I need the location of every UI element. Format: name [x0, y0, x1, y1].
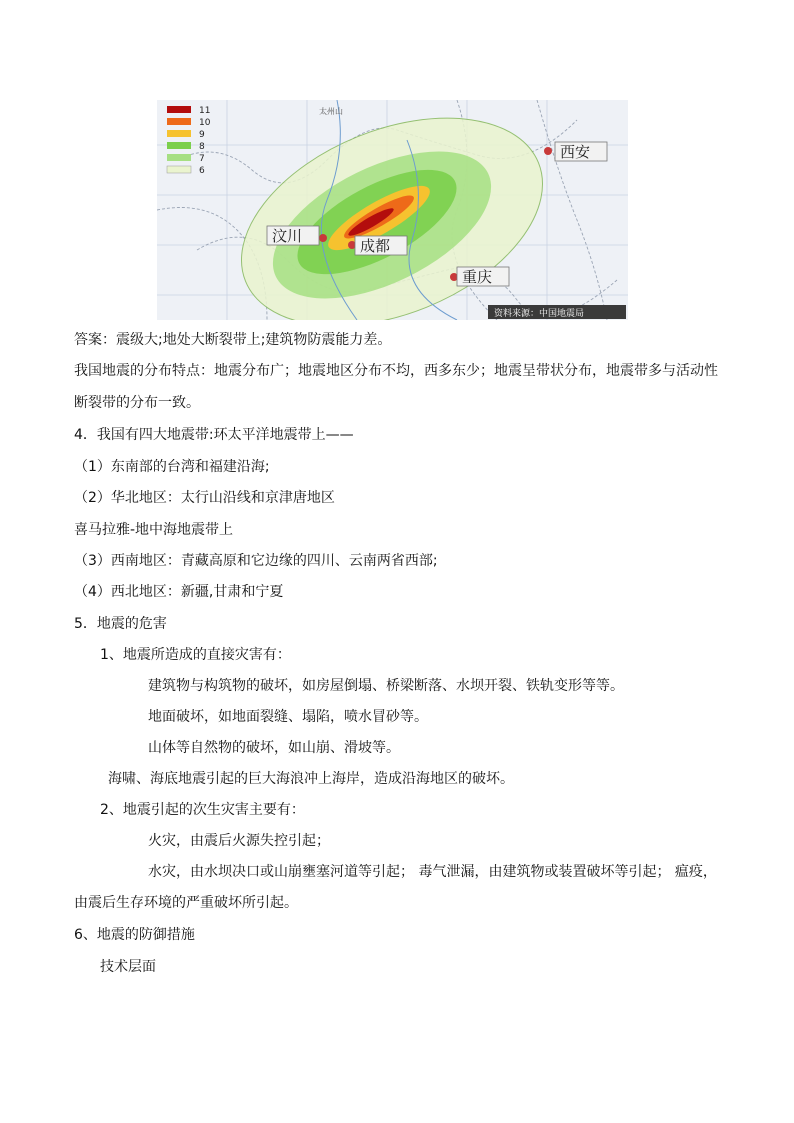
legend-label-8: 8: [199, 142, 205, 152]
distribution-line-2: 断裂带的分布一致。: [74, 395, 200, 411]
item4-sub3: （3）西南地区：青藏高原和它边缘的四川、云南两省西部;: [74, 553, 438, 569]
xian-label: 西安: [560, 143, 591, 161]
source-text: 资料来源：中国地震局: [494, 309, 585, 319]
secondary-disaster-2: 水灾，由水坝决口或山崩壅塞河道等引起； 毒气泄漏，由建筑物或装置破坏等引起； 瘟疫，: [148, 864, 717, 880]
item4-sub2: （2）华北地区：太行山沿线和京津唐地区: [74, 490, 335, 506]
answer-line: 答案：震级大;地处大断裂带上;建筑物防震能力差。: [74, 332, 392, 348]
distribution-line-1: 我国地震的分布特点：地震分布广；地震地区分布不均，西多东少；地震呈带状分布，地震带多与活动性: [74, 363, 718, 379]
tech-level-heading: 技术层面: [100, 959, 156, 975]
legend-label-7: 7: [199, 154, 205, 164]
intensity-map-svg: [157, 100, 628, 320]
secondary-disaster-3: 由震后生存环境的严重破坏所引起。: [74, 895, 298, 911]
map-top-label: 太州山: [319, 107, 343, 116]
legend-swatch-11: [167, 106, 191, 113]
legend-swatch-7: [167, 154, 191, 161]
himalaya-heading: 喜马拉雅-地中海地震带上: [74, 522, 234, 538]
intensity-map: [157, 100, 628, 320]
secondary-disasters-title: 2、地震引起的次生灾害主要有：: [100, 802, 305, 818]
legend-swatch-6: [167, 166, 191, 173]
chengdu-label: 成都: [360, 237, 391, 255]
secondary-disaster-1: 火灾，由震后火源失控引起；: [148, 833, 330, 849]
wenchuan-marker: [319, 234, 327, 242]
legend-label-10: 10: [199, 118, 211, 128]
legend-swatch-10: [167, 118, 191, 125]
legend-swatch-9: [167, 130, 191, 137]
legend-label-9: 9: [199, 130, 205, 140]
item4-sub4: （4）西北地区：新疆,甘肃和宁夏: [74, 584, 284, 600]
legend-label-11: 11: [199, 106, 211, 116]
item4-sub1: （1）东南部的台湾和福建沿海;: [74, 459, 270, 475]
item4-heading: 4．我国有四大地震带:环太平洋地震带上——: [74, 427, 354, 443]
direct-disasters-title: 1、地震所造成的直接灾害有：: [100, 647, 291, 663]
item5-heading: 5．地震的危害: [74, 616, 167, 632]
direct-disaster-3: 山体等自然物的破坏，如山崩、滑坡等。: [148, 740, 400, 756]
item6-heading: 6、地震的防御措施: [74, 927, 195, 943]
direct-disaster-2: 地面破坏，如地面裂缝、塌陷，喷水冒砂等。: [148, 709, 428, 725]
xian-marker: [544, 147, 552, 155]
legend-swatch-8: [167, 142, 191, 149]
legend-label-6: 6: [199, 166, 205, 176]
chongqing-label: 重庆: [462, 268, 493, 286]
direct-disaster-1: 建筑物与构筑物的破坏，如房屋倒塌、桥梁断落、水坝开裂、铁轨变形等等。: [148, 678, 624, 694]
wenchuan-label: 汶川: [272, 227, 303, 245]
direct-disaster-4: 海啸、海底地震引起的巨大海浪冲上海岸，造成沿海地区的破坏。: [108, 771, 514, 787]
